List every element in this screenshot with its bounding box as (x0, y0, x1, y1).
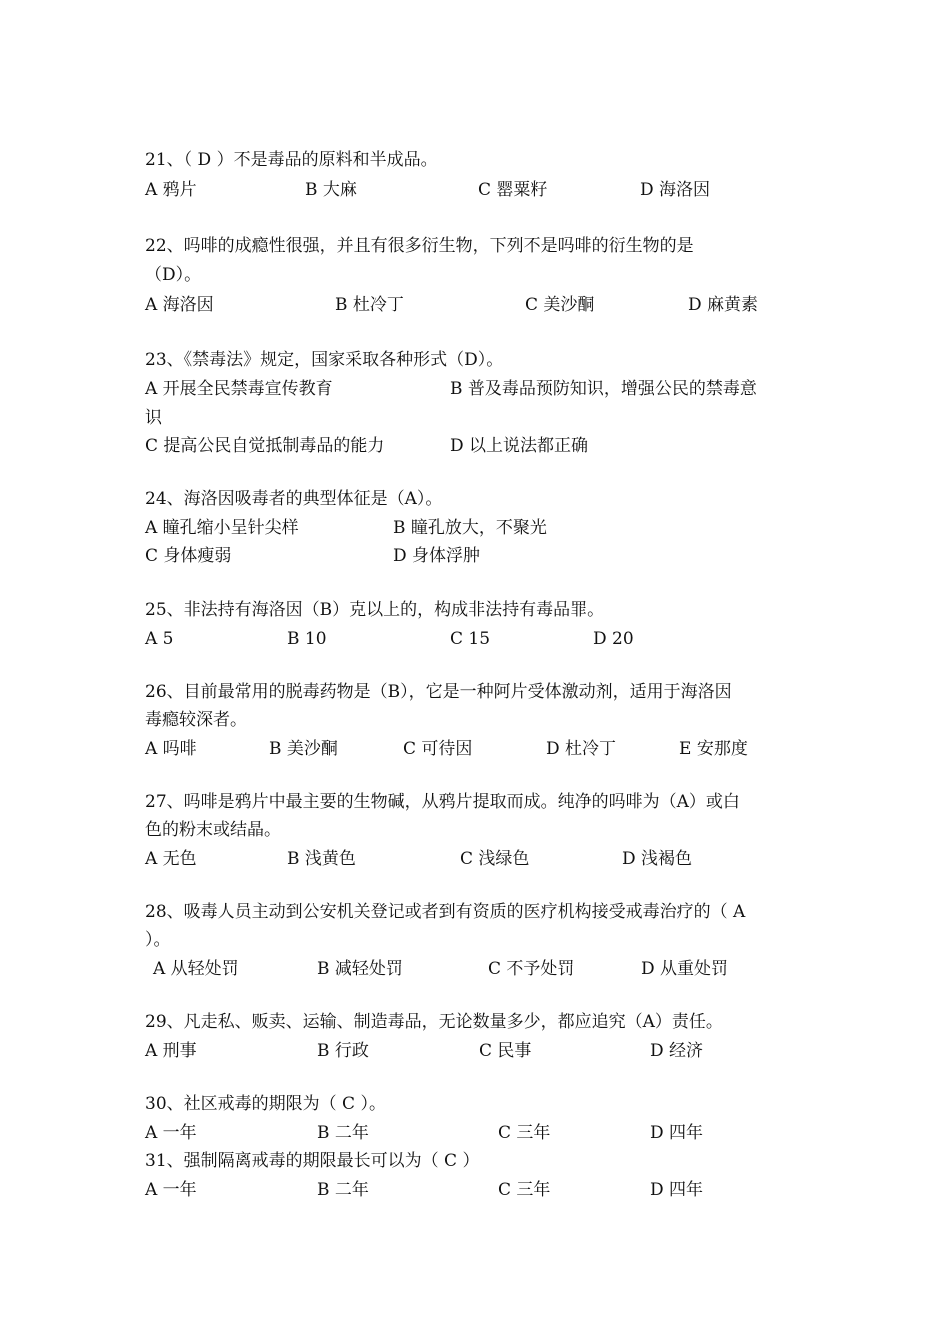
option-c: C 三年 (498, 1180, 551, 1200)
question-27-options (145, 845, 825, 873)
option-b: B 大麻 (305, 180, 357, 200)
question-30-stem: 30、社区戒毒的期限为（ C ）。 (145, 1094, 386, 1114)
question-28-options (145, 955, 825, 983)
option-c: C 三年 (498, 1123, 551, 1143)
option-d: D 四年 (650, 1123, 704, 1143)
option-a: A 5 (145, 629, 174, 649)
question-25-stem: 25、非法持有海洛因（B）克以上的，构成非法持有毒品罪。 (145, 600, 605, 620)
option-e: E 安那度 (679, 739, 748, 759)
question-23-options-row1 (145, 375, 825, 403)
question-22-stem: 22、吗啡的成瘾性很强，并且有很多衍生物，下列不是吗啡的衍生物的是 (145, 236, 694, 256)
question-27-stem: 27、吗啡是鸦片中最主要的生物碱，从鸦片提取而成。纯净的吗啡为（A）或白 (145, 792, 740, 812)
option-b: B 美沙酮 (269, 739, 338, 759)
option-c: C 15 (450, 629, 491, 649)
option-d: D 海洛因 (640, 180, 711, 200)
option-a: A 一年 (145, 1123, 197, 1143)
question-24-options-row1 (145, 514, 825, 542)
question-28-stem: 28、吸毒人员主动到公安机关登记或者到有资质的医疗机构接受戒毒治疗的（ A (145, 902, 746, 922)
option-d: D 从重处罚 (641, 959, 729, 979)
option-d: D 20 (593, 629, 634, 649)
question-28-stem-cont: ）。 (145, 930, 171, 950)
question-23-options-row2 (145, 404, 825, 432)
option-a: A 鸦片 (145, 180, 197, 200)
option-a: A 开展全民禁毒宣传教育 (145, 379, 333, 399)
question-25-options (145, 625, 825, 653)
option-c: C 民事 (479, 1041, 532, 1061)
question-31-options (145, 1176, 825, 1204)
option-d: D 四年 (650, 1180, 704, 1200)
option-c: C 可待因 (403, 739, 473, 759)
question-23-options-row3 (145, 432, 825, 460)
option-b-cont: 识 (145, 408, 162, 428)
option-b: B 浅黄色 (287, 849, 356, 869)
question-21-options (145, 176, 825, 204)
question-30-options (145, 1119, 825, 1147)
option-b: B 二年 (317, 1123, 369, 1143)
option-c: C 浅绿色 (460, 849, 530, 869)
option-b: B 杜冷丁 (335, 295, 404, 315)
option-a: A 无色 (145, 849, 197, 869)
question-21-stem: 21、（ D ）不是毒品的原料和半成品。 (145, 150, 438, 170)
question-31-stem: 31、强制隔离戒毒的期限最长可以为（ C ） (145, 1151, 480, 1171)
question-26-stem: 26、目前最常用的脱毒药物是（B），它是一种阿片受体激动剂，适用于海洛因 (145, 682, 732, 702)
option-a: A 从轻处罚 (153, 959, 239, 979)
option-d: D 浅褐色 (622, 849, 693, 869)
question-22-options (145, 291, 825, 319)
option-b: B 普及毒品预防知识，增强公民的禁毒意 (450, 379, 757, 399)
question-29-options (145, 1037, 825, 1065)
question-26-stem-cont: 毒瘾较深者。 (145, 710, 247, 730)
question-26-options (145, 735, 825, 763)
option-a: A 瞳孔缩小呈针尖样 (145, 518, 299, 538)
option-c: C 提高公民自觉抵制毒品的能力 (145, 436, 385, 456)
question-22-stem-cont: （D）。 (145, 265, 202, 285)
option-d: D 麻黄素 (688, 295, 759, 315)
option-b: B 10 (287, 629, 327, 649)
question-29-stem: 29、凡走私、贩卖、运输、制造毒品，无论数量多少，都应追究（A）责任。 (145, 1012, 723, 1032)
option-d: D 杜冷丁 (546, 739, 617, 759)
option-a: A 吗啡 (145, 739, 197, 759)
question-24-stem: 24、海洛因吸毒者的典型体征是（A）。 (145, 489, 443, 509)
option-b: B 行政 (317, 1041, 369, 1061)
option-b: B 二年 (317, 1180, 369, 1200)
option-c: C 罂粟籽 (478, 180, 548, 200)
option-d: D 身体浮肿 (393, 546, 481, 566)
option-b: B 减轻处罚 (317, 959, 403, 979)
option-d: D 以上说法都正确 (450, 436, 589, 456)
option-c: C 不予处罚 (488, 959, 575, 979)
question-27-stem-cont: 色的粉末或结晶。 (145, 820, 281, 840)
question-24-options-row2 (145, 542, 825, 570)
option-a: A 海洛因 (145, 295, 214, 315)
option-d: D 经济 (650, 1041, 704, 1061)
option-a: A 一年 (145, 1180, 197, 1200)
question-23-stem: 23、《禁毒法》规定，国家采取各种形式（D）。 (145, 350, 504, 370)
option-c: C 身体瘦弱 (145, 546, 232, 566)
option-c: C 美沙酮 (525, 295, 595, 315)
option-b: B 瞳孔放大，不聚光 (393, 518, 547, 538)
option-a: A 刑事 (145, 1041, 197, 1061)
